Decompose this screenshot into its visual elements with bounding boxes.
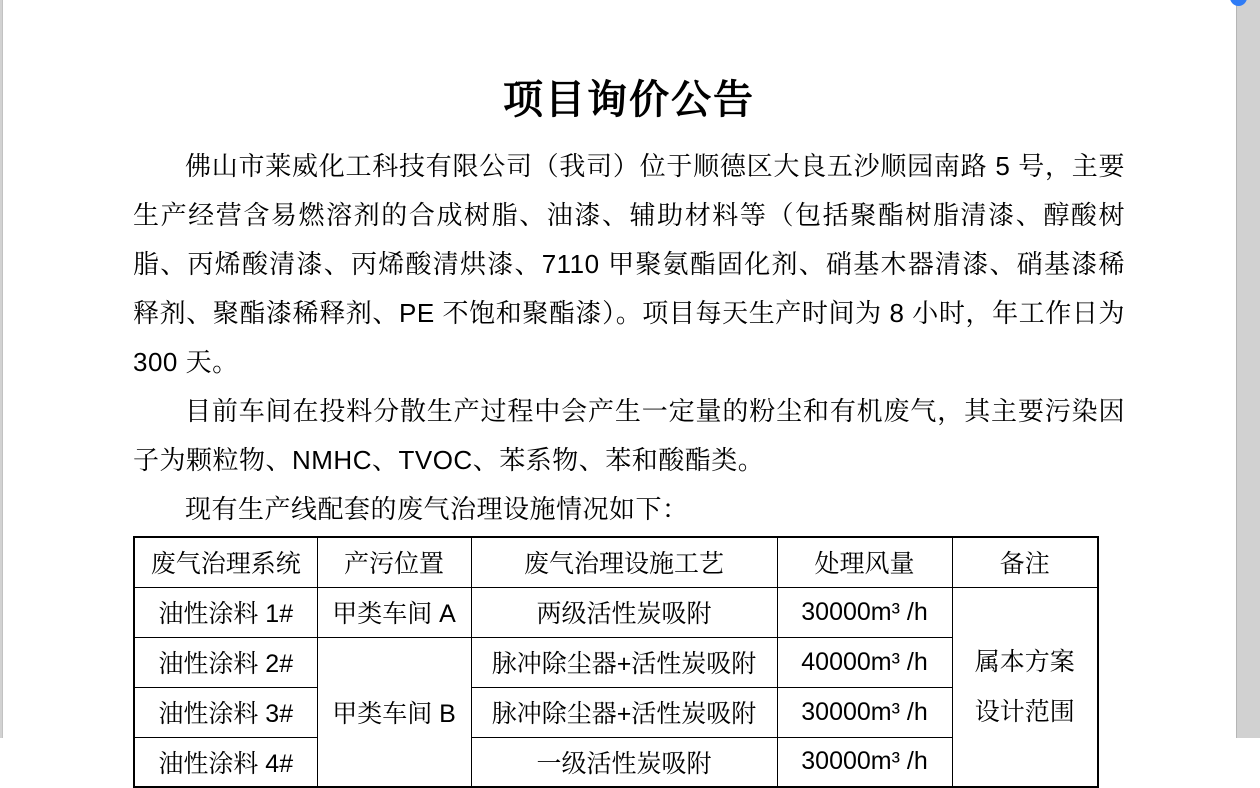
header-note: 备注	[952, 537, 1098, 587]
cell-airflow-3: 30000m³ /h	[777, 687, 952, 737]
cell-process-3: 脉冲除尘器+活性炭吸附	[471, 687, 777, 737]
cell-system-4: 油性涂料 4#	[134, 737, 317, 787]
header-system: 废气治理系统	[134, 537, 317, 587]
cell-process-2: 脉冲除尘器+活性炭吸附	[471, 637, 777, 687]
table-row	[134, 587, 1098, 637]
note-line-2: 设计范围	[974, 697, 1075, 726]
app-left-gutter	[0, 0, 3, 738]
cell-note-merged	[952, 587, 1098, 787]
cell-location-a: 甲类车间 A	[317, 587, 471, 637]
cell-airflow-1: 30000m³ /h	[777, 587, 952, 637]
cell-airflow-2: 40000m³ /h	[777, 637, 952, 687]
paragraph-table-lead-in: 现有生产线配套的废气治理设施情况如下：	[185, 494, 689, 524]
table-header-row	[134, 537, 1098, 587]
cell-airflow-4: 30000m³ /h	[777, 737, 952, 787]
cell-system-1: 油性涂料 1#	[134, 587, 317, 637]
paragraph-company-intro: 佛山市莱威化工科技有限公司（我司）位于顺德区大良五沙顺园南路 5 号，主要生产经营含易燃溶剂的合成树脂、油漆、辅助材料等（包括聚酯树脂清漆、醇酸树脂、丙烯酸清漆、丙烯酸清烘漆、7110 甲聚氨酯固化剂、硝基木器清漆、硝基漆稀释剂、聚酯漆稀释剂、PE 不饱和聚酯漆）。项目每天生产时间为 8 小时，年工作日为 300 天。	[133, 151, 1125, 377]
note-line-1: 属本方案	[974, 647, 1075, 676]
header-location: 产污位置	[317, 537, 471, 587]
cell-system-3: 油性涂料 3#	[134, 687, 317, 737]
waste-gas-treatment-table	[133, 536, 1099, 788]
app-right-gutter	[1236, 0, 1260, 738]
cell-location-b-merged: 甲类车间 B	[317, 637, 471, 787]
paragraph-pollutants: 目前车间在投料分散生产过程中会产生一定量的粉尘和有机废气，其主要污染因子为颗粒物、NMHC、TVOC、苯系物、苯和酸酯类。	[133, 396, 1125, 475]
document-page	[133, 0, 1125, 788]
header-airflow: 处理风量	[777, 537, 952, 587]
cell-system-2: 油性涂料 2#	[134, 637, 317, 687]
cell-process-1: 两级活性炭吸附	[471, 587, 777, 637]
page-title: 项目询价公告	[503, 78, 755, 122]
header-process: 废气治理设施工艺	[471, 537, 777, 587]
cell-process-4: 一级活性炭吸附	[471, 737, 777, 787]
